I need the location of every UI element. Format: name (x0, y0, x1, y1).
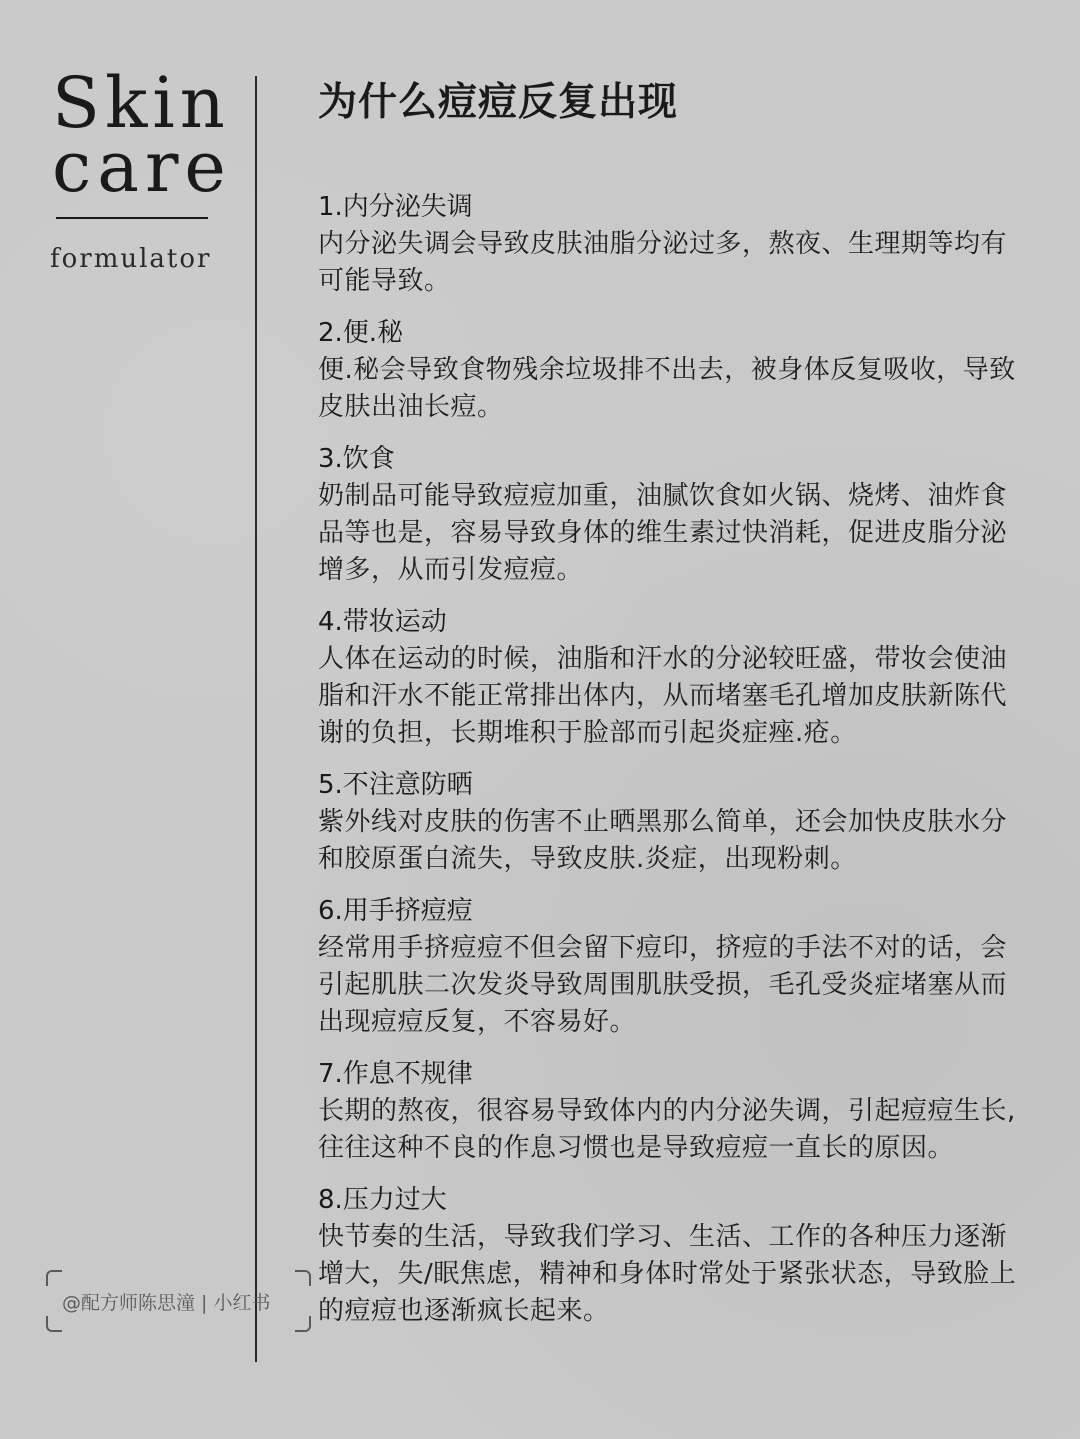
section-body: 人体在运动的时候，油脂和汗水的分泌较旺盛，带妆会使油脂和汗水不能正常排出体内，从而堵塞毛孔增加皮肤新陈代谢的负担，长期堆积于脸部而引起炎症痤.疮。 (318, 643, 1008, 748)
section-heading: 1.内分泌失调 (318, 191, 473, 222)
section-heading: 7.作息不规律 (318, 1058, 473, 1089)
watermark-corner-top-right (295, 1270, 311, 1286)
section-5 (318, 767, 1018, 878)
section-2 (318, 315, 1018, 426)
article (318, 80, 1018, 1345)
section-4 (318, 604, 1018, 752)
section-heading: 2.便.秘 (318, 317, 404, 348)
brand-logo (48, 62, 232, 208)
section-body: 内分泌失调会导致皮肤油脂分泌过多，熬夜、生理期等均有可能导致。 (318, 228, 1008, 296)
brand-underline (56, 217, 208, 219)
section-heading: 3.饮食 (318, 443, 395, 474)
brand-line-care: care (52, 126, 232, 208)
section-heading: 5.不注意防晒 (318, 769, 473, 800)
brand-subtitle: formulator (50, 244, 212, 274)
section-8 (318, 1182, 1018, 1330)
article-title: 为什么痘痘反复出现 (318, 80, 679, 125)
section-heading: 4.带妆运动 (318, 606, 447, 637)
watermark-text: @配方师陈思潼 | 小红书 (62, 1292, 271, 1314)
section-body: 紫外线对皮肤的伤害不止晒黑那么简单，还会加快皮肤水分和胶原蛋白流失，导致皮肤.炎症，出现粉刺。 (318, 806, 1008, 874)
section-body: 经常用手挤痘痘不但会留下痘印，挤痘的手法不对的话，会引起肌肤二次发炎导致周围肌肤受损，毛孔受炎症堵塞从而出现痘痘反复，不容易好。 (318, 932, 1008, 1037)
brand-line-skin: Skin (52, 62, 230, 144)
section-7 (318, 1056, 1018, 1167)
watermark (46, 1270, 311, 1332)
section-1 (318, 189, 1018, 300)
section-6 (318, 893, 1018, 1041)
section-body: 快节奏的生活，导致我们学习、生活、工作的各种压力逐渐增大，失/眠焦虑，精神和身体时常处于紧张状态，导致脸上的痘痘也逐渐疯长起来。 (318, 1221, 1017, 1326)
watermark-corner-bottom-right (295, 1316, 311, 1332)
watermark-corner-top-left (46, 1270, 62, 1286)
vertical-divider (255, 76, 257, 1362)
section-body: 便.秘会导致食物残余垃圾排不出去，被身体反复吸收，导致皮肤出油长痘。 (318, 354, 1016, 422)
watermark-corner-bottom-left (46, 1316, 62, 1332)
section-heading: 8.压力过大 (318, 1184, 447, 1215)
section-heading: 6.用手挤痘痘 (318, 895, 473, 926)
section-body: 长期的熬夜，很容易导致体内的内分泌失调，引起痘痘生长,往往这种不良的作息习惯也是导致痘痘一直长的原因。 (318, 1095, 1016, 1163)
section-body: 奶制品可能导致痘痘加重，油腻饮食如火锅、烧烤、油炸食品等也是，容易导致身体的维生素过快消耗，促进皮脂分泌增多，从而引发痘痘。 (318, 480, 1008, 585)
section-3 (318, 441, 1018, 589)
